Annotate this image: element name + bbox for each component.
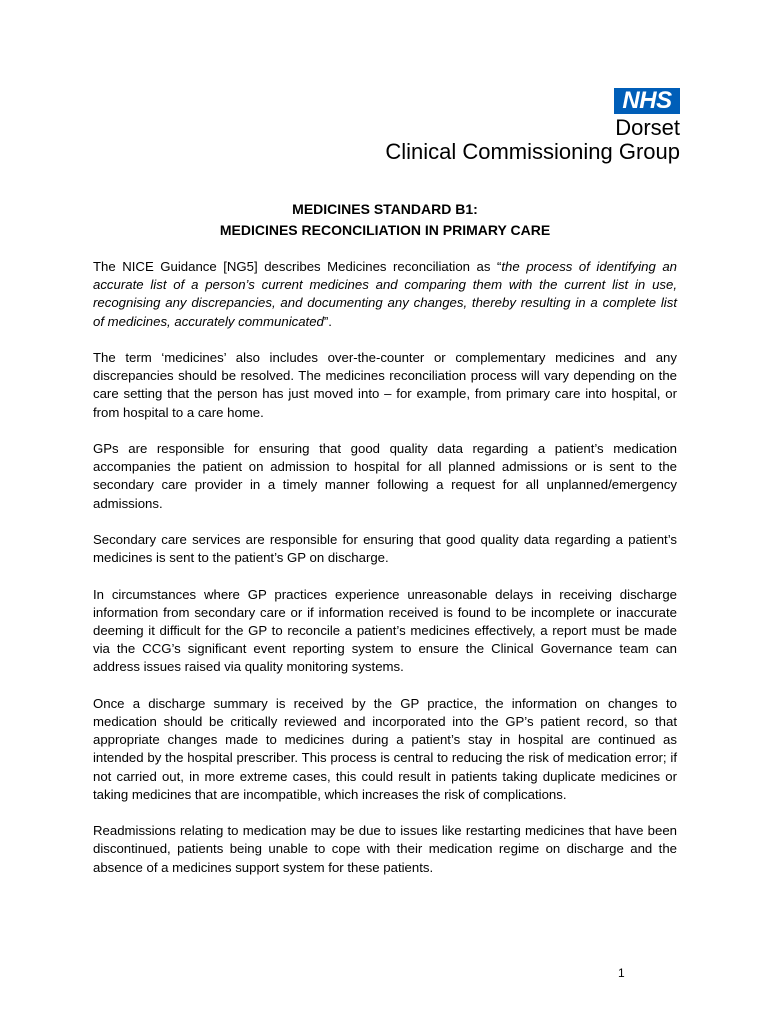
paragraph-readmissions: Readmissions relating to medication may be due to issues like restarting medicines that have been discontinued, patients being unable to cope with their medication regime on discharge and the absence of a medicines support system for these patients. <box>93 823 677 875</box>
paragraph-discharge-summary: Once a discharge summary is received by the GP practice, the information on changes to medication should be critically reviewed and incorporated into the GP’s patient record, so that appropriate changes made to medicines during a patient’s stay in hospital are continued as intended by the hospital prescriber. This process is central to reducing the risk of medication error; if not carried out, in more extreme cases, this could result in patients taking duplicate medicines or taking medicines that are incompatible, which increases the risk of complications. <box>93 695 677 802</box>
title-line1: MEDICINES STANDARD B1: <box>292 201 478 217</box>
paragraph-nice-guidance <box>93 258 677 331</box>
org-name-line2: Clinical Commissioning Group <box>385 139 680 164</box>
nhs-logo: NHS <box>614 88 680 114</box>
org-name-line1: Dorset <box>615 115 680 140</box>
paragraph-secondary-care: Secondary care services are responsible for ensuring that good quality data regarding a patient’s medicines is sent to the patient’s GP on discharge. <box>93 532 677 566</box>
organisation-name <box>385 116 680 164</box>
nice-definition-quote: the process of identifying an accurate list of a person’s current medicines and comparing them with the current list in use, recognising any discrepancies, and documenting any changes, thereby resulting in a complete list of medicines, accurately communicated <box>93 259 677 329</box>
paragraph-1-end: ”. <box>323 313 332 329</box>
title-line2: MEDICINES RECONCILIATION IN PRIMARY CARE <box>219 222 551 238</box>
document-body <box>93 258 677 895</box>
paragraph-1-start: The NICE Guidance [NG5] describes Medicines reconciliation as “ <box>93 259 502 274</box>
document-title <box>93 199 677 241</box>
paragraph-discharge-delays: In circumstances where GP practices experience unreasonable delays in receiving discharge information from secondary care or if information received is found to be incomplete or inaccurate deeming it difficult for the GP to reconcile a patient’s medicines effectively, a report must be made via the CCG’s significant event reporting system to ensure the Clinical Governance team can address issues raised via quality monitoring systems. <box>93 586 677 675</box>
page-number: 1 <box>618 966 625 980</box>
paragraph-medicines-term: The term ‘medicines’ also includes over-the-counter or complementary medicines and any discrepancies should be resolved. The medicines reconciliation process will vary depending on the care setting that the person has just moved into – for example, from primary care into hospital, or from hospital to a care home. <box>93 350 677 420</box>
paragraph-gp-responsibility: GPs are responsible for ensuring that good quality data regarding a patient’s medication accompanies the patient on admission to hospital for all planned admissions or is sent to the secondary care provider in a timely manner following a request for all unplanned/emergency admissions. <box>93 441 677 511</box>
